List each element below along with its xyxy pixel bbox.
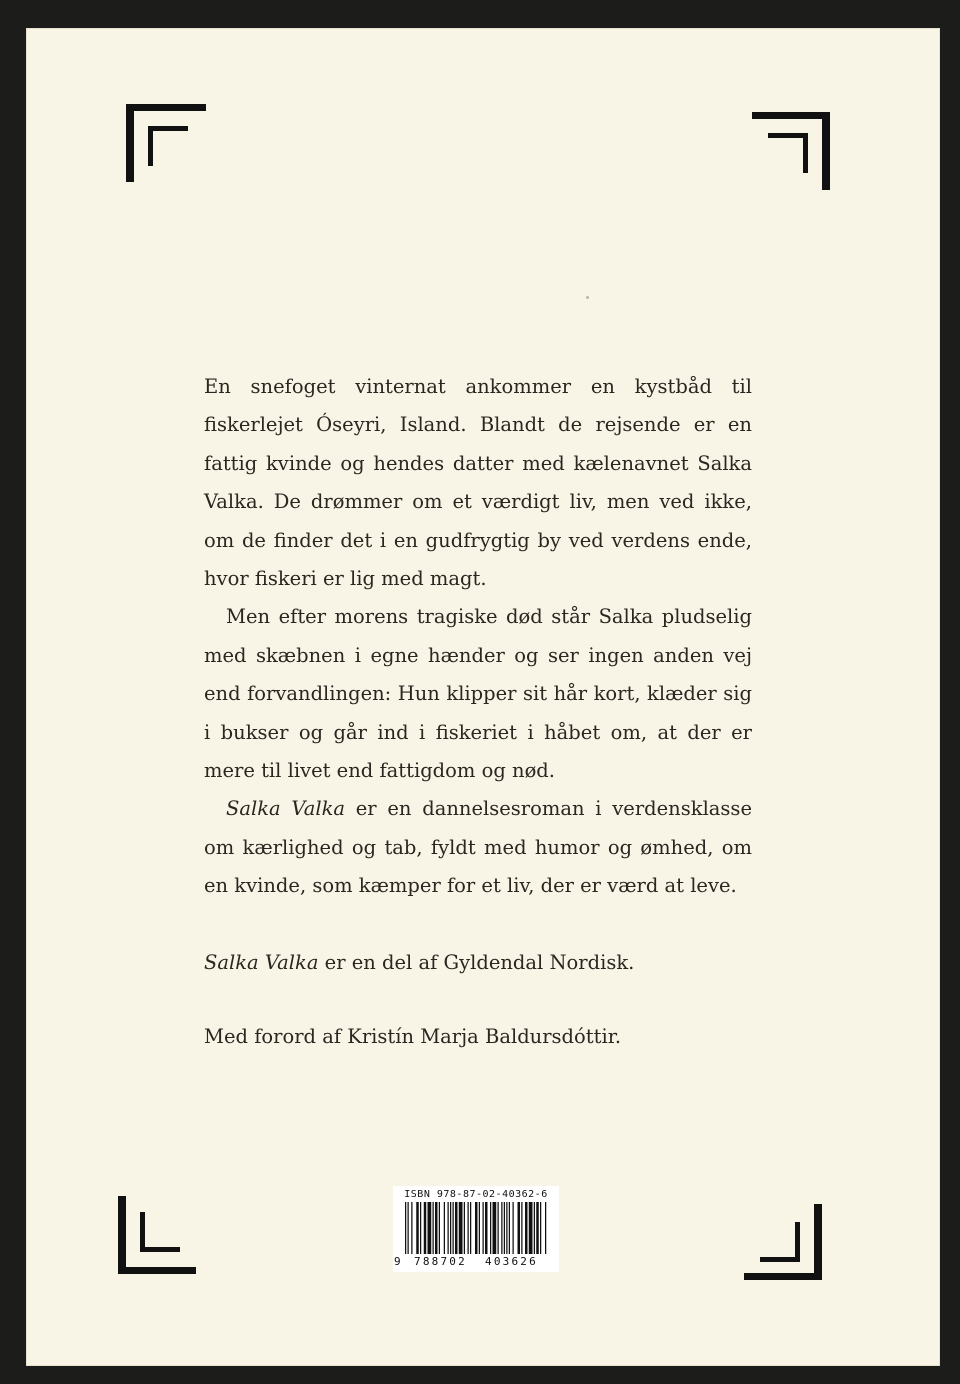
barcode-bar (405, 1202, 406, 1254)
corner-bracket-bottom-right (744, 1204, 824, 1284)
ean-left-digits: 788702 (414, 1255, 467, 1268)
isbn-label: ISBN 978-87-02-40362-6 (404, 1189, 548, 1200)
barcode-bar (433, 1202, 434, 1254)
barcode-bar (504, 1202, 505, 1254)
barcode-bar (518, 1202, 521, 1254)
barcode-bar (455, 1202, 458, 1254)
barcode-bar (435, 1202, 438, 1254)
barcode-bar (411, 1202, 412, 1254)
ean-first-digit: 9 (394, 1255, 401, 1268)
barcode-bar (450, 1202, 451, 1254)
barcode-bar (529, 1202, 533, 1254)
barcode-bar (464, 1202, 465, 1254)
barcode-bar (490, 1202, 491, 1254)
blurb-foreword-note: Med forord af Kristín Marja Baldursdóttir. (204, 1025, 622, 1049)
corner-bracket-top-right (752, 112, 832, 192)
blurb-paragraph-3-text: er en dannelsesroman i verdensklasse om kærlighed og tab, fyldt med humor og ømhed, om en kvinde, som kæmper for et liv, der er værd at leve. (204, 797, 752, 898)
series-note-text: er en del af Gyldendal Nordisk. (318, 950, 635, 974)
blurb-paragraph-2: Men efter morens tragiske død står Salka pludselig med skæbnen i egne hænder og ser ingen anden vej end forvandlingen: Hun klipper sit hår kort, klæder sig i bukser og går ind i fiskeriet i håbet om, at der er mere til livet end fattigdom og nød. (204, 605, 752, 783)
barcode-bar (475, 1202, 478, 1254)
book-title-italic: Salka Valka (226, 797, 346, 821)
barcode-bar (408, 1202, 409, 1254)
barcode-bar (501, 1202, 502, 1254)
barcode-bar (498, 1202, 499, 1254)
barcode-bar (493, 1202, 497, 1254)
corner-bracket-top-left (126, 104, 208, 184)
barcode-bar (479, 1202, 480, 1254)
barcode-bar (525, 1202, 528, 1254)
isbn-barcode (393, 1186, 559, 1272)
barcode-bar (459, 1202, 463, 1254)
corner-bracket-bottom-left (118, 1196, 200, 1276)
barcode-bar (483, 1202, 484, 1254)
back-cover-blurb (204, 368, 752, 1057)
barcode-bar (424, 1202, 427, 1254)
barcode-bar (540, 1202, 541, 1254)
barcode-bar (468, 1202, 469, 1254)
barcode-bar (545, 1202, 546, 1254)
barcode-bar (416, 1202, 419, 1254)
ean-right-digits: 403626 (485, 1255, 538, 1268)
blurb-paragraph-1: En snefoget vinternat ankommer en kystbåd til fiskerlejet Óseyri, Island. Blandt de rejsende er en fattig kvinde og hendes datter med kælenavnet Salka Valka. De drømmer om et værdigt liv, men ved ikke, om de finder det i en gudfrygtig by ved verdens ende, hvor fiskeri er lig med magt. (204, 375, 752, 591)
barcode-bar (513, 1202, 514, 1254)
barcode-bar (509, 1202, 510, 1254)
barcode-bar (420, 1202, 421, 1254)
barcode-bar (444, 1202, 445, 1254)
barcode-bar (485, 1202, 488, 1254)
barcode-bar (534, 1202, 535, 1254)
book-title-italic: Salka Valka (204, 950, 319, 974)
barcode-bar (536, 1202, 539, 1254)
barcode-bars (401, 1202, 551, 1258)
barcode-bar (506, 1202, 507, 1254)
barcode-bar (521, 1202, 522, 1254)
barcode-bar (470, 1202, 471, 1254)
paper-speck (586, 296, 589, 299)
barcode-bar (439, 1202, 440, 1254)
book-back-cover (26, 28, 940, 1366)
barcode-bar (453, 1202, 454, 1254)
barcode-bar (448, 1202, 449, 1254)
blurb-series-note (204, 944, 752, 982)
blurb-paragraph-3 (204, 790, 752, 905)
barcode-bar (428, 1202, 432, 1254)
